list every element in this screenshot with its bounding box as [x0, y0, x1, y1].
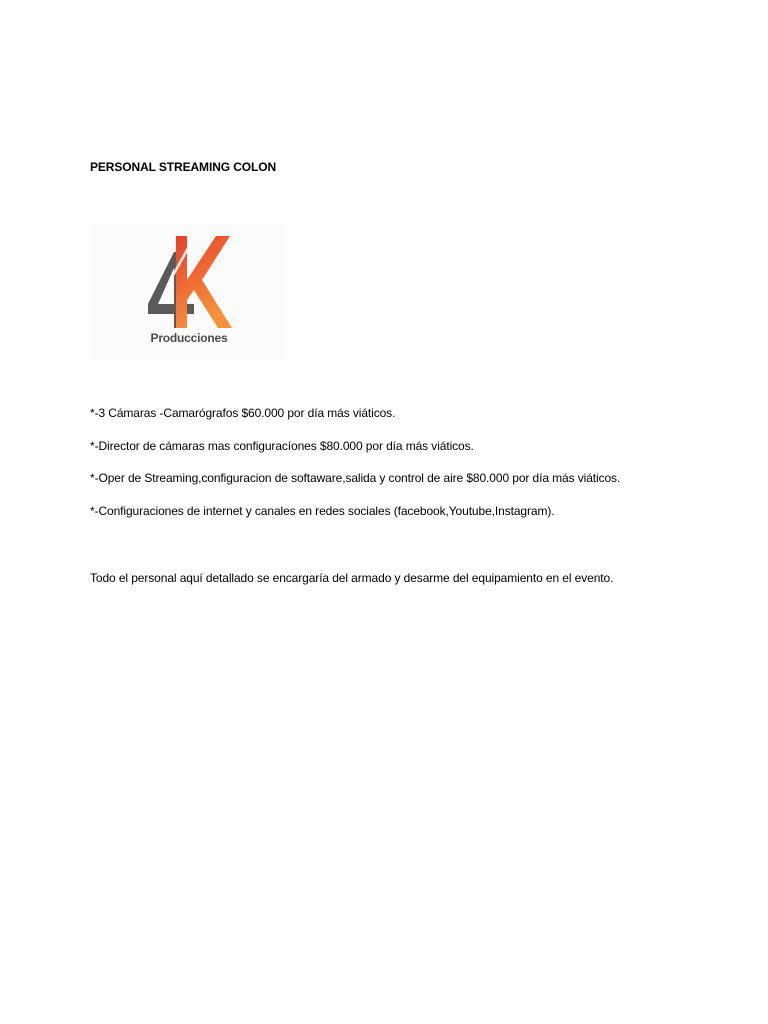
list-item: *-Director de cámaras mas configuracíones $80.000 por día más viáticos.	[90, 439, 474, 453]
closing-paragraph: Todo el personal aquí detallado se encargaría del armado y desarme del equipamiento en el evento.	[90, 571, 614, 585]
logo-k-shape	[176, 236, 232, 328]
document-title: PERSONAL STREAMING COLON	[90, 160, 277, 174]
list-item: *-Configuraciones de internet y canales en redes sociales (facebook,Youtube,Instagram).	[90, 504, 555, 518]
logo-4k-graphic	[90, 224, 286, 360]
list-item: *-3 Cámaras -Camarógrafos $60.000 por día más viáticos.	[90, 406, 396, 420]
logo-caption: Producciones	[150, 331, 228, 345]
company-logo	[90, 224, 286, 360]
list-item: *-Oper de Streaming,configuracion de softaware,salida y control de aire $80.000 por día más viáticos.	[90, 471, 621, 485]
